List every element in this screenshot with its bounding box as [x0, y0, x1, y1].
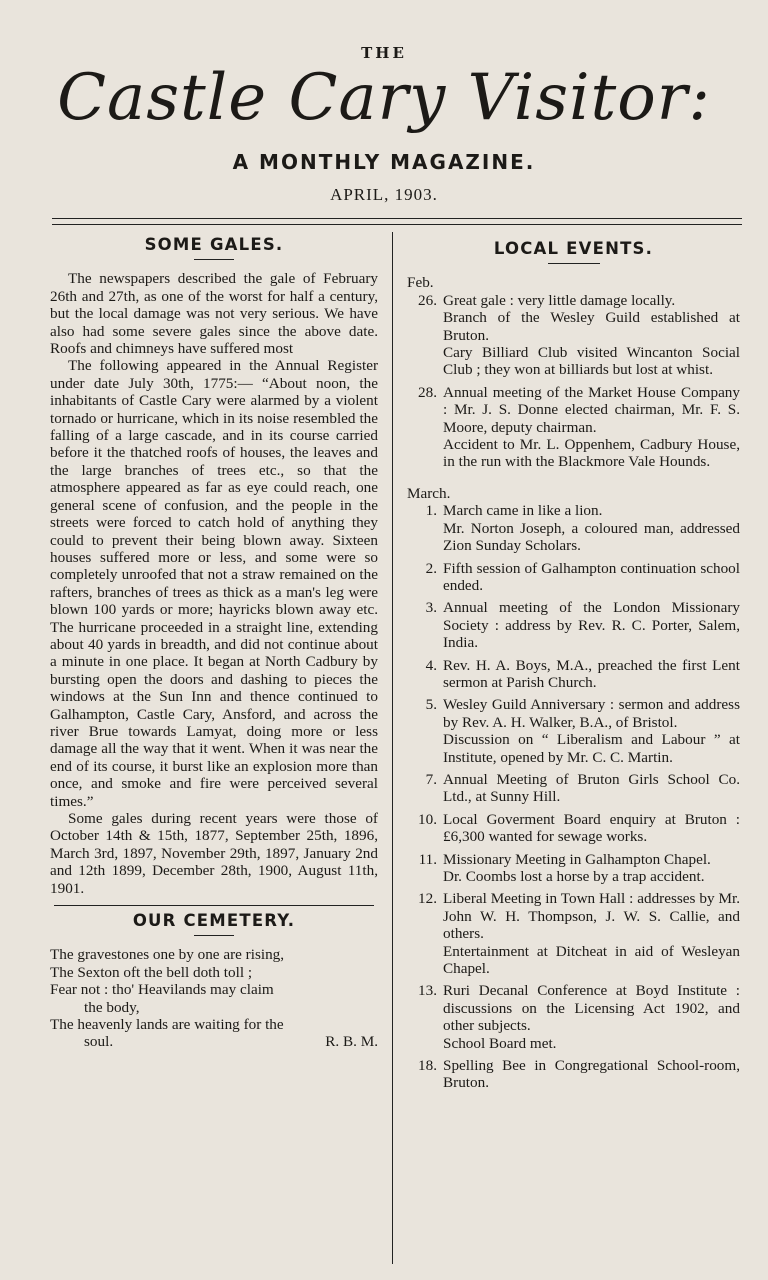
event-entry	[407, 384, 740, 471]
event-text: Liberal Meeting in Town Hall : addresses by Mr. John W. H. Thompson, J. W. S. Callie, and others.	[443, 890, 740, 943]
local-events-title: LOCAL EVENTS.	[493, 239, 654, 258]
event-day-number: 12.	[418, 890, 437, 908]
event-entry	[407, 811, 740, 846]
header-rule-top	[52, 218, 742, 219]
poem-line: The gravestones one by one are rising,	[50, 946, 285, 964]
masthead-the: THE	[361, 44, 407, 62]
event-text: Fifth session of Galhampton continuation school ended.	[443, 559, 740, 594]
cemetery-poem	[50, 946, 378, 1050]
issue-date: APRIL, 1903.	[330, 185, 438, 204]
section-rule	[54, 905, 374, 906]
poem-line: soul.	[84, 1033, 114, 1051]
event-day-number: 3.	[425, 599, 437, 617]
gales-paragraph: The following appeared in the Annual Register under date July 30th, 1775:— “About noon, the inhabitants of Castle Cary were alarmed by a violent tornado or hurricane, which in its noise resembled the falling of a large cascade, and in its course carried before it the thatched roofs of houses, the leaves and the large branches of trees etc., so that the atmosphere appeared as far as eye could reach, one general scene of confusion, and the people in the streets were forced to catch hold of anything they could to prevent their being blown away. Sixteen houses suffered more or less, and some were so completely unroofed that not a straw remained on the rafters, branches of trees as thick as a man's leg were blown 100 yards or more; hayricks blown away etc. The hurricane proceeded in a straight line, extending about 40 yards in breadth, and did not continue about a minute in one place. It began at North Cadbury by bursting open the doors and dashing to pieces the windows at the Sun Inn and thence continued to Galhampton, Castle Cary, Ansford, and across the river Brue towards Lamyat, doing more or less damage all the way that it went. When it was near the end of its course, it burst like an explosion more than once, and smoke and fire were perceived several times.”	[50, 357, 378, 810]
event-text: Annual Meeting of Bruton Girls School Co. Ltd., at Sunny Hill.	[443, 770, 740, 806]
gales-title: SOME GALES.	[144, 235, 284, 254]
month-gap	[407, 471, 740, 485]
event-day-number: 4.	[425, 656, 437, 674]
event-entry	[407, 851, 740, 886]
event-entry	[407, 560, 740, 595]
poem-signature: R. B. M.	[325, 1033, 378, 1051]
header-rule-bottom	[52, 224, 742, 225]
event-text: Great gale : very little damage locally.	[443, 291, 676, 309]
month-label-feb: Feb.	[407, 274, 434, 292]
poem-line: the body,	[84, 998, 140, 1016]
event-text: Ruri Decanal Conference at Boyd Institute : discussions on the Licensing Act 1902, and other subjects.	[443, 982, 740, 1035]
event-text: Cary Billiard Club visited Wincanton Social Club ; they won at billiards but lost at whist.	[443, 344, 740, 379]
gales-title-rule	[194, 259, 234, 260]
event-day-number: 18.	[418, 1057, 437, 1075]
event-day-number: 28.	[418, 383, 437, 401]
left-column	[50, 236, 378, 1051]
column-divider	[392, 232, 393, 1264]
event-entry	[407, 502, 740, 554]
poem-line: The heavenly lands are waiting for the	[50, 1016, 284, 1034]
poem-line: Fear not : tho' Heavilands may claim	[50, 981, 274, 999]
local-events-title-rule	[548, 263, 600, 264]
event-text: Wesley Guild Anniversary : sermon and address by Rev. A. H. Walker, B.A., of Bristol.	[443, 696, 740, 731]
event-day-number: 13.	[418, 982, 437, 1000]
event-entry	[407, 1057, 740, 1092]
event-text: Annual meeting of the Market House Company : Mr. J. S. Donne elected chairman, Mr. F. S. Moore, deputy chairman.	[443, 383, 740, 436]
event-text: Discussion on “ Liberalism and Labour ” at Institute, opened by Mr. C. C. Martin.	[443, 731, 740, 766]
event-text: School Board met.	[443, 1034, 557, 1052]
month-label-march: March.	[407, 484, 451, 502]
event-text: Missionary Meeting in Galhampton Chapel.	[443, 850, 711, 868]
poem-line-last	[50, 1033, 378, 1050]
event-text: March came in like a lion.	[443, 502, 603, 520]
event-text: Annual meeting of the London Missionary Society : address by Rev. R. C. Porter, Salem, India.	[443, 599, 740, 652]
feb-events	[407, 292, 740, 471]
event-day-number: 1.	[425, 502, 437, 520]
event-text: Spelling Bee in Congregational School-room, Bruton.	[443, 1057, 740, 1092]
cemetery-title: OUR CEMETERY.	[132, 911, 296, 931]
event-text: Accident to Mr. L. Oppenhem, Cadbury House, in the run with the Blackmore Vale Hounds.	[443, 436, 740, 471]
event-day-number: 10.	[418, 810, 437, 828]
event-entry	[407, 657, 740, 692]
event-text: Local Goverment Board enquiry at Bruton : £6,300 wanted for sewage works.	[443, 810, 740, 846]
event-entry	[407, 696, 740, 766]
event-entry	[407, 982, 740, 1052]
gales-paragraph: The newspapers described the gale of February 26th and 27th, as one of the worst for half a century, but the local damage was not very serious. We have also had some severe gales since the above date. Roofs and chimneys have suffered most	[50, 270, 378, 358]
event-day-number: 2.	[425, 559, 437, 577]
event-entry	[407, 599, 740, 651]
masthead-subtitle: A MONTHLY MAGAZINE.	[232, 150, 536, 174]
right-column	[407, 240, 740, 1092]
event-entry	[407, 890, 740, 977]
event-entry	[407, 771, 740, 806]
gales-paragraph: Some gales during recent years were those of October 14th & 15th, 1877, September 25th, 1896, March 3rd, 1897, November 29th, 1897, January 2nd and 12th 1899, December 28th, 1900, August 11th, 1901.	[50, 810, 378, 897]
cemetery-title-rule	[194, 935, 234, 936]
event-entry	[407, 292, 740, 379]
event-text: Branch of the Wesley Guild established at Bruton.	[443, 309, 740, 344]
event-text: Rev. H. A. Boys, M.A., preached the first Lent sermon at Parish Church.	[443, 656, 740, 691]
event-text: Mr. Norton Joseph, a coloured man, addressed Zion Sunday Scholars.	[443, 519, 740, 555]
event-text: Entertainment at Ditcheat in aid of Wesleyan Chapel.	[443, 942, 740, 978]
event-text: Dr. Coombs lost a horse by a trap accident.	[443, 868, 705, 885]
event-day-number: 5.	[425, 696, 437, 714]
march-events	[407, 502, 740, 1092]
event-day-number: 26.	[418, 291, 437, 309]
poem-line: The Sexton oft the bell doth toll ;	[50, 963, 253, 981]
event-day-number: 7.	[425, 770, 437, 788]
masthead-title: Castle Cary Visitor:	[57, 61, 711, 135]
event-day-number: 11.	[418, 850, 437, 868]
